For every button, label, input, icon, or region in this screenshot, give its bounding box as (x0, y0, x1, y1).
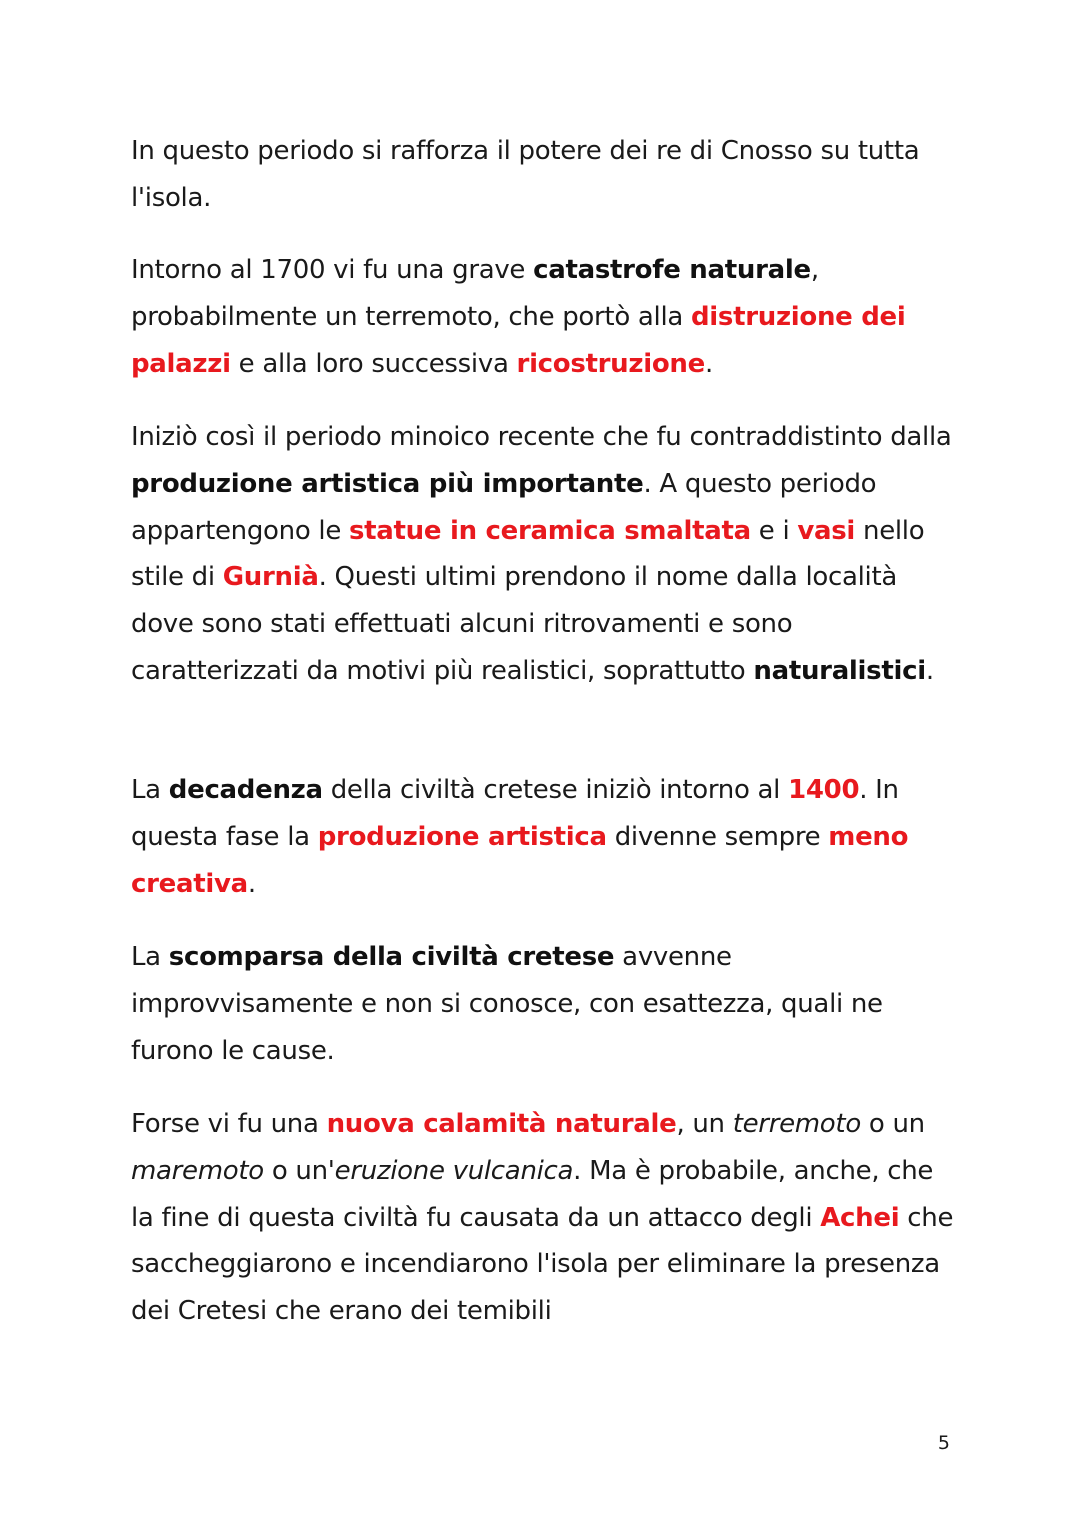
text-run: La (131, 942, 169, 972)
text-run: . (925, 655, 934, 686)
highlight-term: Gurnià (222, 562, 319, 593)
highlight-term: produzione artistica (317, 821, 607, 852)
highlight-term: ricostruzione (516, 348, 705, 379)
paragraph-decadence (131, 767, 961, 907)
text-run: , un (676, 1109, 733, 1139)
italic-term: terremoto (732, 1109, 861, 1139)
text-run: , probabilmente un terremoto, che portò alla (131, 255, 819, 332)
text-run: o un (860, 1109, 925, 1139)
text-run: o un' (263, 1155, 335, 1186)
highlight-term: statue in ceramica smaltata (348, 515, 751, 546)
text-run: divenne sempre (606, 821, 829, 852)
highlight-term: vasi (797, 515, 856, 546)
highlight-term: meno creativa (131, 821, 909, 899)
highlight-term: nuova calamità naturale (326, 1109, 677, 1139)
paragraph-possible-causes (131, 1101, 961, 1335)
text-run: Iniziò così il periodo minoico recente che fu contraddistinto dalla (131, 422, 952, 452)
text-run: che saccheggiarono e incendiarono l'isola per eliminare la presenza dei Cretesi che erano dei temibili (131, 1202, 954, 1327)
text-run: avvenne improvvisamente e non si conosce, con esattezza, quali ne furono le cause. (131, 942, 883, 1066)
highlight-term: Achei (820, 1202, 900, 1233)
italic-term: eruzione vulcanica (334, 1155, 574, 1186)
text-run: e i (750, 515, 798, 546)
text-run: . Ma è probabile, anche, che la fine di questa civiltà fu causata da un attacco degli (131, 1155, 934, 1233)
paragraph-late-minoan-period (131, 414, 961, 695)
text-run: Forse vi fu una (131, 1109, 327, 1139)
text-run: e alla loro successiva (230, 348, 517, 379)
bold-term: naturalistici (753, 655, 926, 686)
text-run: In questo periodo si rafforza il potere dei re di Cnosso su tutta l'isola. (131, 136, 920, 213)
text-run: nello stile di (131, 515, 925, 593)
text-run: La (131, 775, 169, 805)
bold-term: produzione artistica più importante (131, 468, 644, 499)
bold-term: catastrofe naturale (533, 255, 811, 285)
paragraph-cnosso-power (131, 128, 961, 222)
highlight-term: distruzione dei palazzi (131, 301, 906, 379)
page-number: 5 (937, 1432, 950, 1454)
bold-term: scomparsa della civiltà cretese (168, 942, 615, 972)
text-run: . In questa fase la (131, 775, 899, 852)
text-run: . (704, 348, 713, 379)
italic-term: maremoto (131, 1155, 264, 1186)
text-run: della civiltà cretese iniziò intorno al (322, 775, 789, 805)
text-run: . (247, 868, 256, 899)
text-run: Intorno al 1700 vi fu una grave (131, 255, 534, 285)
paragraph-disappearance (131, 934, 961, 1074)
highlight-term: 1400 (788, 775, 860, 805)
bold-term: decadenza (168, 775, 323, 805)
text-run: . Questi ultimi prendono il nome dalla località dove sono stati effettuati alcuni ritrovamenti e sono caratterizzati da motivi più realistici, soprattutto (131, 562, 897, 686)
paragraph-catastrophe-1700 (131, 247, 961, 387)
text-run: . A questo periodo appartengono le (131, 468, 877, 546)
